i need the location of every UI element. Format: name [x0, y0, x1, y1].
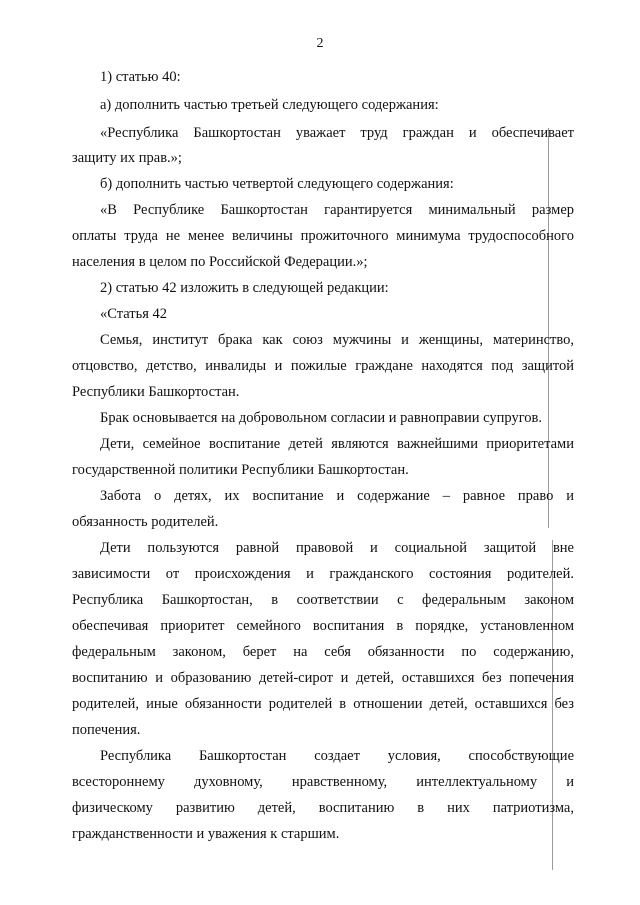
paragraph-line: Дети, семейное воспитание детей являются важнейшими приоритетами	[100, 436, 574, 452]
paragraph-line: Брак основывается на добровольном согласии и равноправии супругов.	[100, 410, 542, 426]
paragraph-line: 1) статью 40:	[100, 69, 181, 85]
paragraph-line: Республика Башкортостан создает условия, способствующие	[100, 748, 574, 764]
paragraph-line: государственной политики Республики Башкортостан.	[72, 462, 409, 478]
paragraph-line: всестороннему духовному, нравственному, интеллектуальному и	[72, 774, 574, 790]
paragraph-line: а) дополнить частью третьей следующего содержания:	[100, 97, 439, 113]
paragraph-line: 2) статью 42 изложить в следующей редакции:	[100, 280, 389, 296]
article-heading: «Статья 42	[100, 306, 168, 322]
paragraph-line: Дети пользуются равной правовой и социальной защитой вне	[100, 540, 574, 556]
paragraph-line: Забота о детях, их воспитание и содержание – равное право и	[100, 488, 574, 504]
paragraph-line: защиту их прав.»;	[72, 150, 182, 166]
paragraph-line: обеспечивая приоритет семейного воспитания в порядке, установленном	[72, 618, 574, 634]
paragraph-line: зависимости от происхождения и гражданского состояния родителей.	[72, 566, 574, 582]
paragraph-line: попечения.	[72, 722, 141, 738]
paragraph-line: населения в целом по Российской Федерации.»;	[72, 254, 368, 270]
paragraph-line: отцовство, детство, инвалиды и пожилые граждане находятся под защитой	[72, 358, 574, 374]
paragraph-line: гражданственности и уважения к старшим.	[72, 826, 340, 842]
scan-artifact	[548, 128, 549, 528]
paragraph-line: обязанность родителей.	[72, 514, 219, 530]
paragraph-line: «Республика Башкортостан уважает труд граждан и обеспечивает	[100, 125, 574, 141]
paragraph-line: физическому развитию детей, воспитанию в них патриотизма,	[72, 800, 574, 816]
paragraph-line: Республика Башкортостан, в соответствии с федеральным законом	[72, 592, 574, 608]
paragraph-line: «В Республике Башкортостан гарантируется минимальный размер	[100, 202, 574, 218]
paragraph-line: воспитанию и образованию детей-сирот и детей, оставшихся без попечения	[72, 670, 574, 686]
paragraph-line: Республики Башкортостан.	[72, 384, 240, 400]
paragraph-line: федеральным законом, берет на себя обязанности по содержанию,	[72, 644, 574, 660]
paragraph-line: Семья, институт брака как союз мужчины и женщины, материнство,	[100, 332, 574, 348]
paragraph-line: родителей, иные обязанности родителей в отношении детей, оставшихся без	[72, 696, 574, 712]
paragraph-line: оплаты труда не менее величины прожиточного минимума трудоспособного	[72, 228, 574, 244]
page-number: 2	[316, 36, 324, 51]
paragraph-line: б) дополнить частью четвертой следующего содержания:	[100, 176, 454, 192]
